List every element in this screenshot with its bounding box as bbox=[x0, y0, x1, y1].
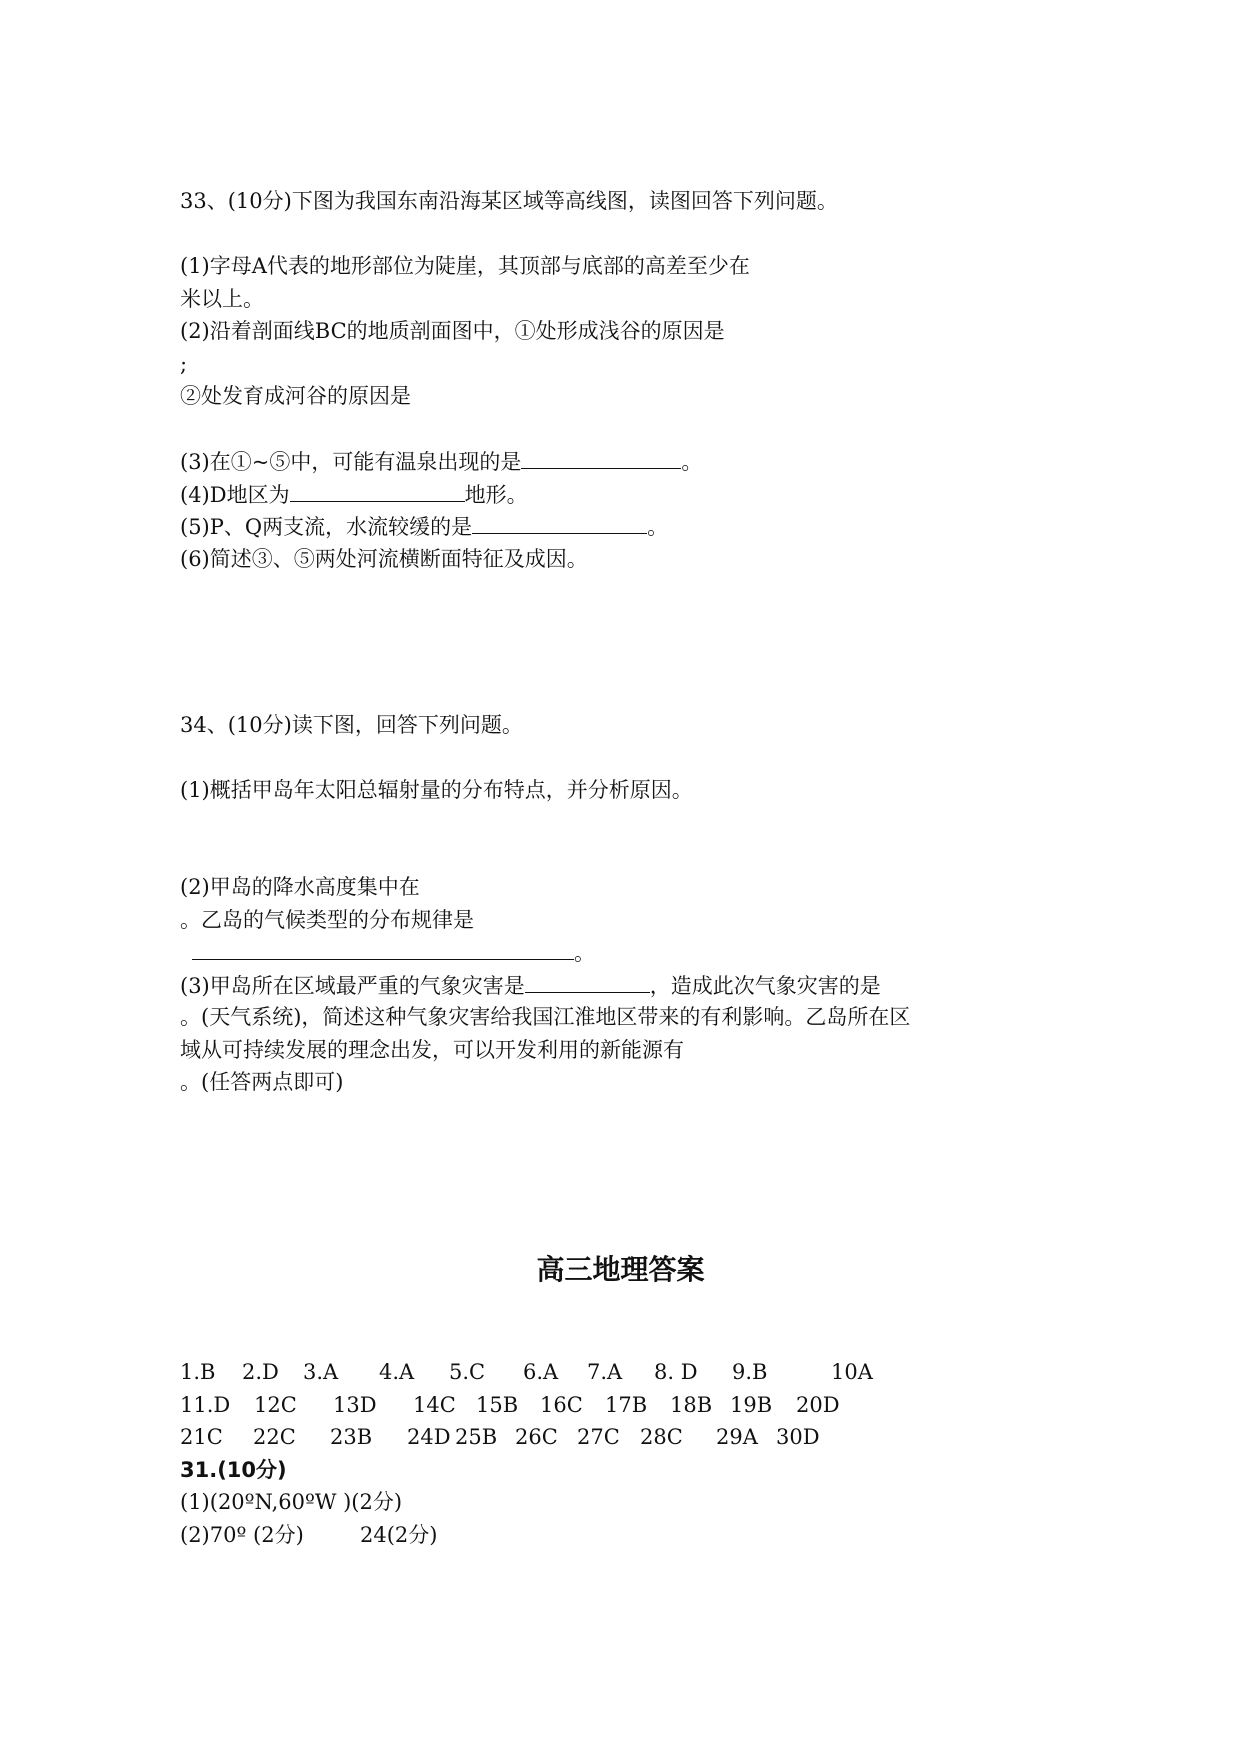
q33-part5 bbox=[180, 513, 668, 540]
answer-item: 19B bbox=[730, 1393, 773, 1417]
answer-item: 5.C bbox=[449, 1360, 486, 1384]
answer-item: 21C bbox=[180, 1425, 223, 1449]
answer-item: 1.B bbox=[180, 1360, 216, 1384]
q34-part2-line2: 。乙岛的气候类型的分布规律是 bbox=[180, 908, 474, 932]
q33-part4-text: (4)D地区为 bbox=[180, 483, 290, 507]
q33-part6: (6)简述③、⑤两处河流横断面特征及成因。 bbox=[180, 547, 588, 571]
q34-part3-text2: ，造成此次气象灾害的是 bbox=[649, 974, 881, 998]
answer-item: 27C bbox=[577, 1425, 620, 1449]
answer-blank[interactable] bbox=[525, 972, 650, 993]
q34-part1: (1)概括甲岛年太阳总辐射量的分布特点，并分析原因。 bbox=[180, 778, 693, 802]
q33-part2-line1: (2)沿着剖面线BC的地质剖面图中，①处形成浅谷的原因是 bbox=[180, 319, 725, 343]
q33-part3 bbox=[180, 448, 702, 475]
answer-item: 29A bbox=[716, 1425, 758, 1449]
answer-item: 7.A bbox=[587, 1360, 623, 1384]
answer-item: 3.A bbox=[303, 1360, 339, 1384]
answer-item: 17B bbox=[605, 1393, 648, 1417]
q33-part4 bbox=[180, 481, 528, 508]
answer-blank[interactable] bbox=[192, 939, 574, 960]
q31-answer-part1: (1)(20ºN,60ºW )(2分) bbox=[180, 1490, 403, 1514]
answer-item: 4.A bbox=[379, 1360, 415, 1384]
answer-item: 8. D bbox=[654, 1360, 698, 1384]
answers-row-1 bbox=[180, 1359, 873, 1385]
answer-item: 2.D bbox=[242, 1360, 279, 1384]
answer-item: 9.B bbox=[732, 1360, 768, 1384]
answer-item: 22C bbox=[253, 1425, 296, 1449]
q31-answer-part2a: (2)70º (2分) bbox=[180, 1523, 304, 1547]
q31-answer-part2b: 24(2分) bbox=[360, 1523, 438, 1547]
q34-part3-line3: 域从可持续发展的理念出发，可以开发利用的新能源有 bbox=[180, 1038, 684, 1062]
answer-item: 23B bbox=[330, 1425, 373, 1449]
q34-part2-end: 。 bbox=[574, 941, 595, 965]
answer-item: 30D bbox=[776, 1425, 820, 1449]
answer-item: 6.A bbox=[523, 1360, 559, 1384]
answer-blank[interactable] bbox=[290, 481, 465, 502]
q33-part3-end: 。 bbox=[681, 450, 703, 474]
answer-item: 28C bbox=[640, 1425, 683, 1449]
answers-row-2 bbox=[180, 1392, 840, 1418]
answer-item: 16C bbox=[540, 1393, 583, 1417]
q34-title: 34、(10分)读下图，回答下列问题。 bbox=[180, 713, 523, 737]
q34-part3-text: (3)甲岛所在区域最严重的气象灾害是 bbox=[180, 974, 525, 998]
q34-part3-line2: 。(天气系统)，简述这种气象灾害给我国江淮地区带来的有利影响。乙岛所在区 bbox=[180, 1005, 911, 1029]
q33-part2-line3: ②处发育成河谷的原因是 bbox=[180, 384, 411, 408]
q33-part5-end: 。 bbox=[647, 515, 669, 539]
q33-part3-text: (3)在①~⑤中，可能有温泉出现的是 bbox=[180, 450, 522, 474]
answer-blank[interactable] bbox=[472, 513, 647, 534]
answer-item: 11.D bbox=[180, 1393, 231, 1417]
q33-title: 33、(10分)下图为我国东南沿海某区域等高线图，读图回答下列问题。 bbox=[180, 189, 838, 213]
answer-item: 24D bbox=[407, 1425, 451, 1449]
answers-title: 高三地理答案 bbox=[536, 1253, 705, 1286]
q31-answer-title: 31.(10分) bbox=[180, 1458, 287, 1482]
answer-item: 12C bbox=[254, 1393, 297, 1417]
q33-part5-text: (5)P、Q两支流，水流较缓的是 bbox=[180, 515, 473, 539]
answers-row-3 bbox=[180, 1424, 820, 1450]
answer-item: 26C bbox=[515, 1425, 558, 1449]
q34-part3-line1 bbox=[180, 972, 881, 999]
answer-item: 25B bbox=[455, 1425, 498, 1449]
q33-part1-line2: 米以上。 bbox=[180, 287, 264, 311]
answer-item: 15B bbox=[476, 1393, 519, 1417]
q33-part1-line1: (1)字母A代表的地形部位为陡崖，其顶部与底部的高差至少在 bbox=[180, 254, 750, 278]
q34-part2-line1: (2)甲岛的降水高度集中在 bbox=[180, 875, 420, 899]
answer-item: 14C bbox=[413, 1393, 456, 1417]
answer-item: 13D bbox=[333, 1393, 377, 1417]
q33-part2-line2: ; bbox=[180, 352, 188, 376]
q34-part2-line3 bbox=[180, 939, 595, 966]
q31-answer-part2 bbox=[180, 1522, 437, 1548]
answer-blank[interactable] bbox=[521, 448, 681, 469]
answer-item: 10A bbox=[831, 1360, 873, 1384]
q33-part4-end: 地形。 bbox=[464, 483, 528, 507]
answer-item: 18B bbox=[670, 1393, 713, 1417]
q34-part3-line4: 。(任答两点即可) bbox=[180, 1070, 344, 1094]
answer-item: 20D bbox=[796, 1393, 840, 1417]
